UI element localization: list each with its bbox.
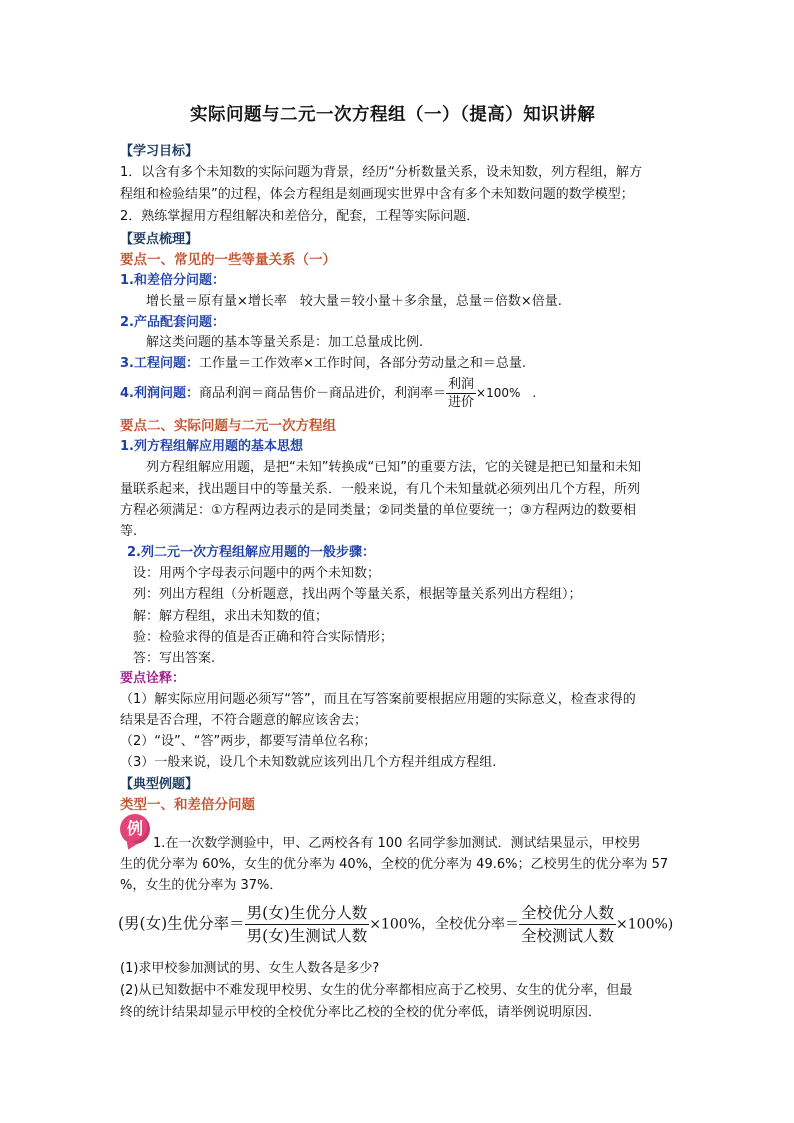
examples-heading: 【典型例题】 [120, 777, 199, 792]
thought-line-3: 方程必须满足：①方程两边表示的是同类量；②同类量的单位要统一；③方程两边的数要相 [120, 503, 636, 518]
page-title: 实际问题与二元一次方程组（一）（提高）知识讲解 [190, 105, 596, 125]
sub1-text: 增长量＝原有量×增长率 较大量＝较小量＋多余量，总量＝倍数×倍量. [146, 294, 562, 309]
question-line-1: 1.在一次数学测验中，甲、乙两校各有 100 名同学参加测试．测试结果显示，甲校男 [153, 836, 641, 851]
goals-line-2: 程组和检验结果”的过程，体会方程组是刻画现实世界中含有多个未知数问题的数学模型； [120, 187, 634, 202]
fraction-denominator: 全校测试人数 [521, 927, 615, 945]
step-item: 列：列出方程组（分析题意，找出两个等量关系，根据等量关系列出方程组）； [133, 587, 582, 602]
sub2-title: 2.产品配套问题： [120, 315, 225, 330]
note-3: （3）一般来说，设几个未知数就应该列出几个方程并组成方程组. [120, 755, 497, 770]
sub4-tail: ×100% . [476, 386, 537, 400]
summary-heading: 【要点梳理】 [120, 232, 199, 247]
sub2-text: 解这类问题的基本等量关系是：加工总量成比例. [146, 335, 424, 350]
example-badge-icon: 例 [120, 814, 150, 844]
sub-question-2-line-2: 终的统计结果却显示甲校的全校优分率比乙校的全校的优分率低，请举例说明原因． [120, 1005, 602, 1020]
sub-question-1: (1)求甲校参加测试的男、女生人数各是多少? [120, 961, 380, 976]
sub4-text: 商品利润＝商品售价－商品进价，利润率＝ [198, 386, 446, 401]
fraction-numerator: 利润 [448, 377, 475, 392]
sub1-title: 1.和差倍分问题： [120, 273, 225, 288]
point-two-title: 要点二、实际问题与二元一次方程组 [120, 418, 336, 434]
formula-tail: ×100%) [616, 916, 674, 933]
fraction-numerator: 男(女)生优分人数 [245, 902, 370, 925]
sub-question-2-line-1: (2)从已知数据中不难发现甲校男、女生的优分率都相应高于乙校男、女生的优分率，但最 [120, 983, 633, 998]
goals-heading: 【学习目标】 [120, 144, 199, 159]
note-1-line-2: 结果是否合理，不符合题意的解应该舍去； [120, 713, 368, 728]
steps-title: 2.列二元一次方程组解应用题的一般步骤： [127, 545, 375, 560]
step-item: 设：用两个字母表示问题中的两个未知数； [133, 566, 381, 581]
gender-rate-fraction [245, 902, 370, 947]
notes-title: 要点诠释： [120, 671, 186, 686]
profit-rate-fraction [446, 376, 476, 411]
goals-line-3: 2．熟练掌握用方程组解决和差倍分，配套，工程等实际问题． [120, 209, 480, 224]
sub4-title: 4.利润问题： [120, 386, 199, 401]
school-rate-fraction [519, 902, 616, 947]
step-item: 验：检验求得的值是否正确和符合实际情形； [133, 630, 394, 645]
sub3-row [120, 355, 526, 373]
point-one-title: 要点一、常见的一些等量关系（一） [120, 252, 336, 268]
rate-formula [118, 902, 673, 947]
note-1-line-1: （1）解实际应用问题必须写“答”，而且在写答案前要根据应用题的实际意义，检查求得的 [120, 692, 636, 707]
sub4-row [120, 376, 536, 411]
sub3-text: 工作量＝工作效率×工作时间，各部分劳动量之和＝总量. [198, 356, 527, 371]
thought-title: 1.列方程组解应用题的基本思想 [120, 439, 303, 454]
fraction-denominator: 男(女)生测试人数 [246, 927, 368, 945]
formula-mid: ×100%，全校优分率＝ [369, 916, 520, 933]
note-2: （2）“设”、“答”两步，都要写清单位名称； [120, 734, 377, 749]
thought-line-4: 等. [120, 524, 138, 539]
fraction-denominator: 进价 [448, 395, 475, 410]
sub3-title: 3.工程问题： [120, 356, 199, 371]
question-line-3: %，女生的优分率为 37%． [120, 878, 283, 893]
step-item: 答：写出答案. [133, 651, 216, 666]
fraction-numerator: 全校优分人数 [519, 902, 616, 925]
type-one-title: 类型一、和差倍分问题 [120, 797, 255, 813]
thought-line-1: 列方程组解应用题，是把“未知”转换成“已知”的重要方法，它的关键是把已知量和未知 [146, 460, 641, 475]
question-line-2: 生的优分率为 60%，女生的优分率为 40%，全校的优分率为 49.6%；乙校男生的优分率为 57 [120, 857, 669, 872]
goals-line-1: 1．以含有多个未知数的实际问题为背景，经历“分析数量关系，设未知数，列方程组，解方 [120, 165, 643, 180]
formula-lhs: (男(女)生优分率＝ [118, 914, 245, 933]
step-item: 解：解方程组，求出未知数的值； [133, 609, 329, 624]
thought-line-2: 量联系起来，找出题目中的等量关系．一般来说，有几个未知量就必须列出几个方程，所列 [120, 482, 641, 497]
